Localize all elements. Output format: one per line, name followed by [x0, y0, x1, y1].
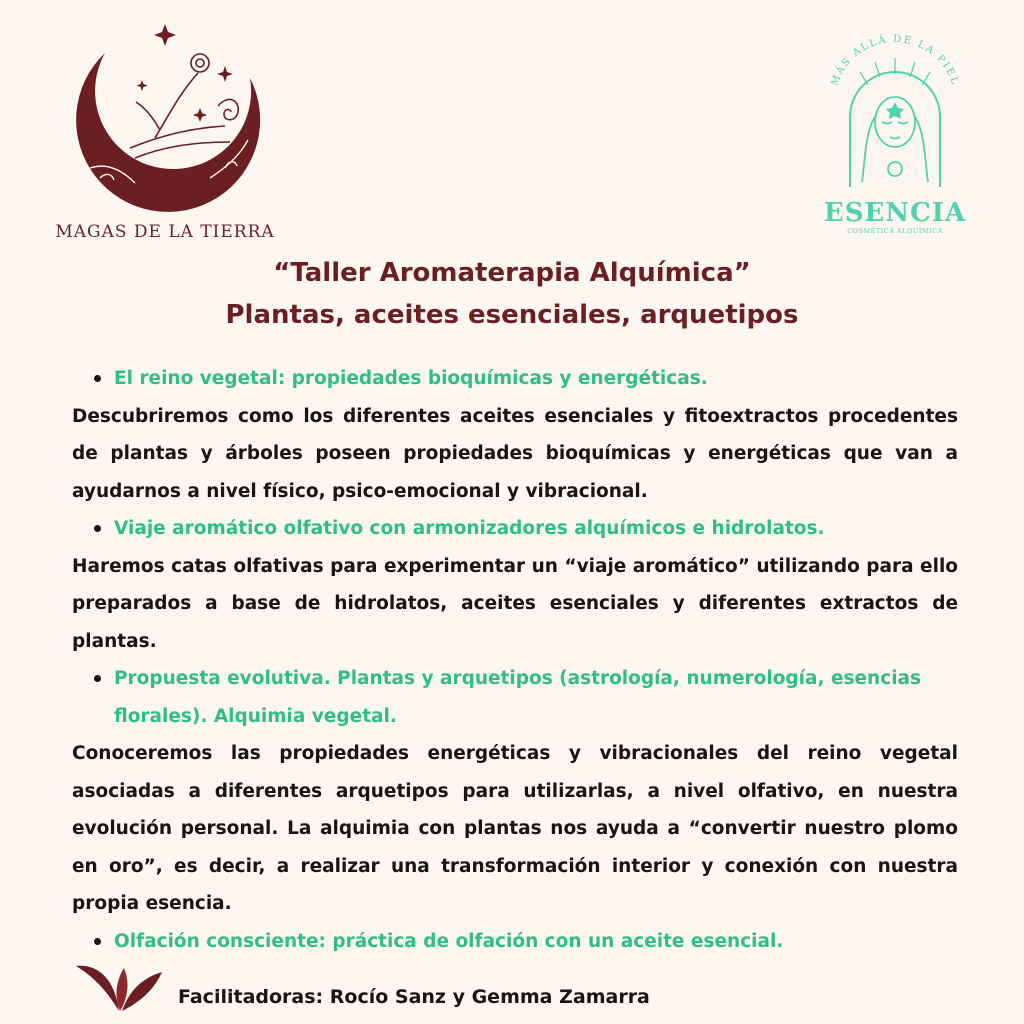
- logo-right-subtitle: COSMÉTICA ALQUÍMICA: [847, 227, 943, 235]
- section-1-bullet: [72, 360, 958, 398]
- moon-botanical-icon: [60, 18, 270, 218]
- bullet-dot-icon: [94, 375, 101, 382]
- section-2-heading: Viaje aromático olfativo con armonizadores alquímicos e hidrolatos.: [114, 518, 825, 539]
- bullet-dot-icon: [94, 525, 101, 532]
- bullet-dot-icon: [94, 675, 101, 682]
- logo-left-name: MAGAS DE LA TIERRA: [55, 222, 275, 242]
- page-title: [0, 252, 1024, 336]
- section-4-bullet: [72, 923, 958, 961]
- bullet-dot-icon: [94, 938, 101, 945]
- goddess-face-icon: [820, 22, 970, 197]
- section-3-bullet: [72, 660, 958, 735]
- workshop-content: [72, 360, 958, 960]
- section-1-text: Descubriremos como los diferentes aceites esenciales y fitoextractos procedentes de plantas y árboles poseen propiedades bioquímicas y energéticas que van a ayudarnos a nivel físico, psico-emocional y vibracional.: [72, 405, 958, 502]
- section-3-heading: Propuesta evolutiva. Plantas y arquetipos (astrología, numerología, esencias florales). Alquimia vegetal.: [114, 668, 922, 727]
- logo-esencia: [820, 22, 970, 237]
- section-1-heading: El reino vegetal: propiedades bioquímicas y energéticas.: [114, 368, 708, 389]
- section-3-text: Conoceremos las propiedades energéticas y vibracionales del reino vegetal asociadas a diferentes arquetipos para utilizarlas, a nivel olfativo, en nuestra evolución personal. La alquimia con plantas nos ayuda a “convertir nuestro plomo en oro”, es decir, a realizar una transformación interior y conexión con nuestra propia esencia.: [72, 743, 958, 914]
- logo-right-name: ESENCIA: [823, 198, 967, 228]
- logo-magas-de-la-tierra: [40, 18, 290, 242]
- footer: [74, 956, 974, 1016]
- logo-right-arc: MÁS ALLÁ DE LA PIEL: [829, 33, 961, 88]
- title-line-1: “Taller Aromaterapia Alquímica”: [273, 258, 751, 288]
- section-2-text: Haremos catas olfativas para experimentar un “viaje aromático” utilizando para ello preparados a base de hidrolatos, aceites esenciales y diferentes extractos de plantas.: [72, 555, 958, 652]
- title-line-2: Plantas, aceites esenciales, arquetipos: [225, 300, 799, 330]
- section-2-bullet: [72, 510, 958, 548]
- leaves-icon: [74, 956, 164, 1016]
- section-4-heading: Olfación consciente: práctica de olfación con un aceite esencial.: [114, 930, 784, 952]
- facilitators: Facilitadoras: Rocío Sanz y Gemma Zamarra: [178, 986, 650, 1008]
